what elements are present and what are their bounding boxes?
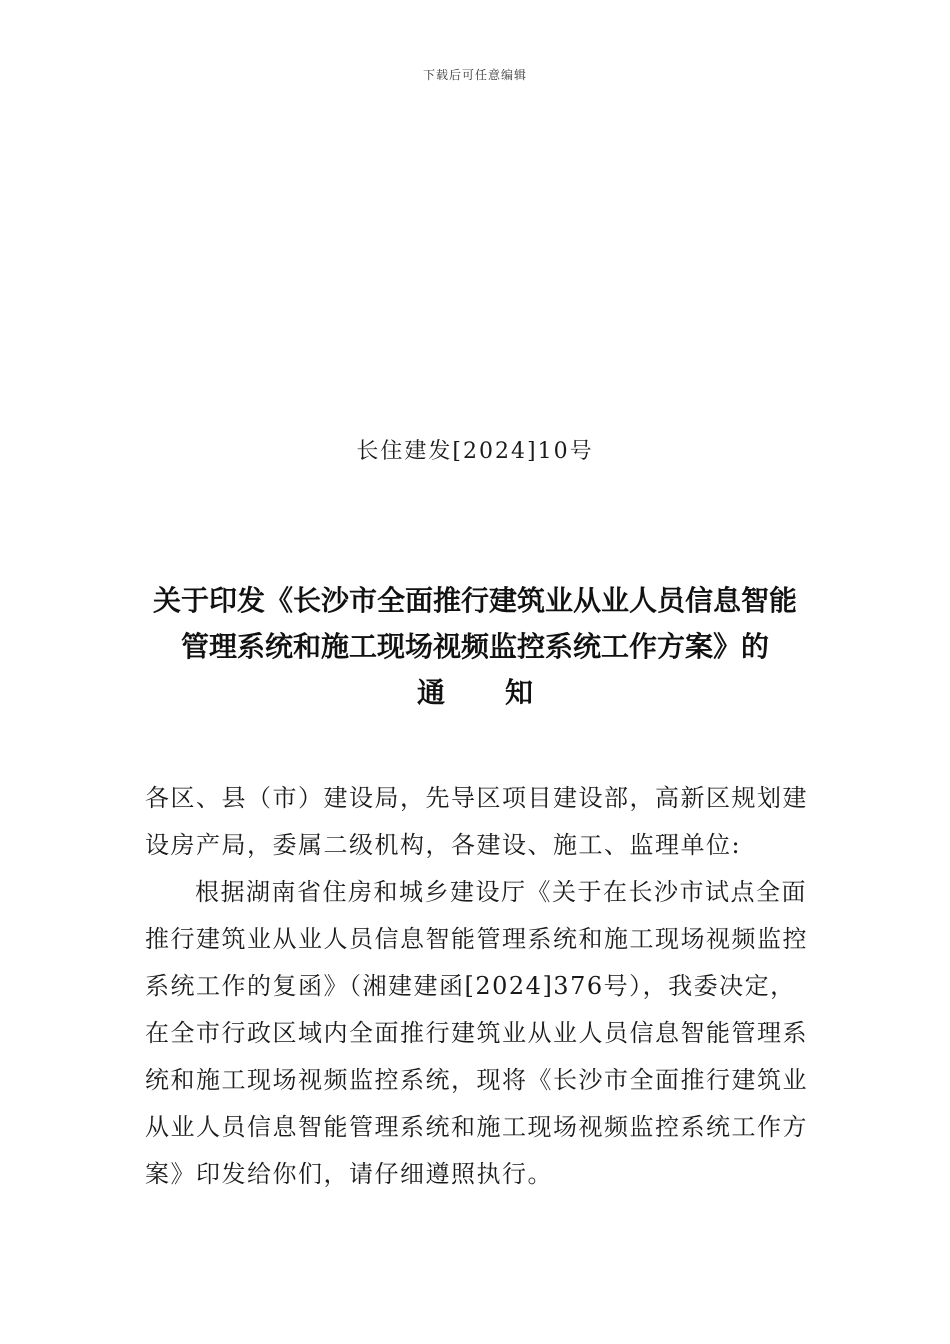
document-body: [145, 775, 810, 1198]
page-header-note: 下载后可任意编辑: [422, 68, 527, 82]
document-title-line-2: 管理系统和施工现场视频监控系统工作方案》的: [180, 630, 769, 663]
body-paragraph: 根据湖南省住房和城乡建设厅《关于在长沙市试点全面推行建筑业从业人员信息智能管理系统和施工现场视频监控系统工作的复函》（湘建建函[2024]376号），我委决定，在全市行政区域内全面推行建筑业从业人员信息智能管理系统和施工现场视频监控系统，现将《长沙市全面推行建筑业从业人员信息智能管理系统和施工现场视频监控系统工作方案》印发给你们，请仔细遵照执行。: [145, 878, 808, 1188]
document-title: [120, 578, 830, 716]
document-number: 长住建发[2024]10号: [356, 439, 594, 464]
addressee-paragraph: 各区、县（市）建设局，先导区项目建设部，高新区规划建设房产局，委属二级机构，各建设、施工、监理单位:: [145, 784, 808, 859]
document-title-notice: 通知: [416, 676, 593, 709]
document-title-line-1: 关于印发《长沙市全面推行建筑业从业人员信息智能: [152, 584, 797, 617]
